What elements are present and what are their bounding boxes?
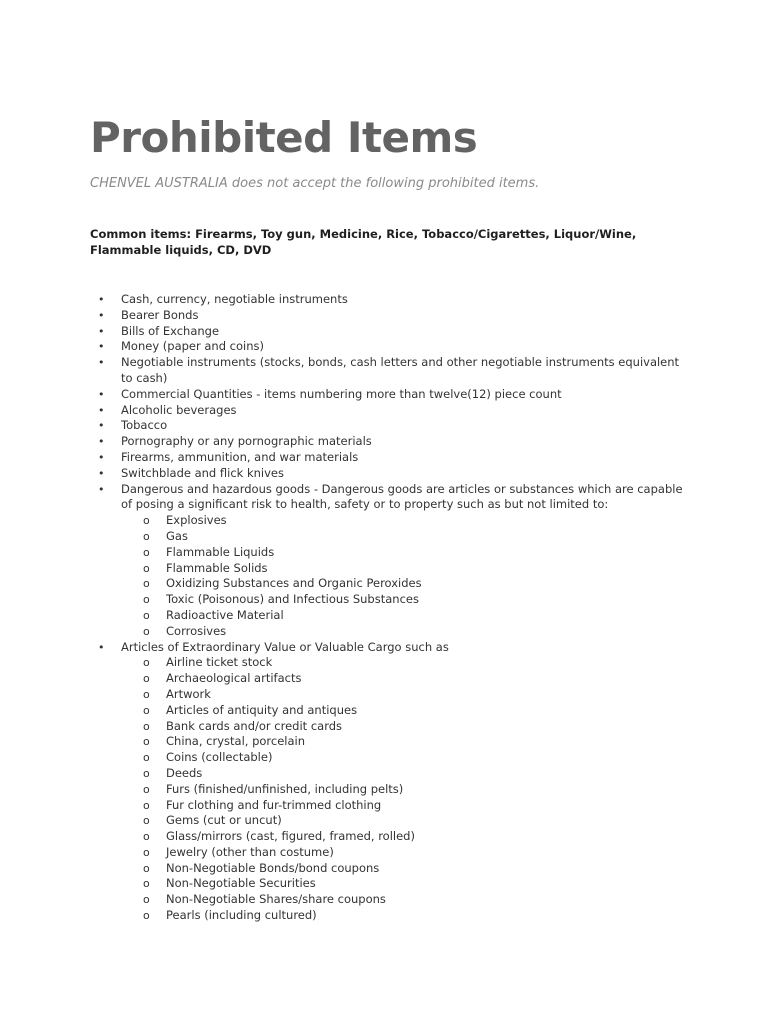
circle-bullet-icon: o <box>143 593 150 607</box>
bullet-icon: • <box>98 466 105 480</box>
sub-list-item <box>121 513 688 529</box>
list-item <box>0 339 768 355</box>
sub-list-item-text: Fur clothing and fur-trimmed clothing <box>166 797 382 812</box>
circle-bullet-icon: o <box>143 830 150 844</box>
sub-list-item <box>121 782 688 798</box>
list-item <box>0 466 768 482</box>
sub-list-item-text: Bank cards and/or credit cards <box>166 718 343 733</box>
circle-bullet-icon: o <box>143 814 150 828</box>
circle-bullet-icon: o <box>143 624 150 638</box>
list-item <box>0 355 768 387</box>
bullet-icon: • <box>98 308 105 322</box>
list-item-text: Commercial Quantities - items numbering more than twelve(12) piece count <box>121 386 562 401</box>
sub-list-item <box>121 687 688 703</box>
circle-bullet-icon: o <box>143 608 150 622</box>
circle-bullet-icon: o <box>143 672 150 686</box>
bullet-icon: • <box>98 293 105 306</box>
list-item <box>0 482 768 640</box>
list-item-text: Alcoholic beverages <box>121 402 237 417</box>
sub-list-item-text: Non-Negotiable Shares/share coupons <box>166 892 386 907</box>
sub-list-item-text: Pearls (including cultured) <box>166 908 317 923</box>
sub-list-item-text: China, crystal, porcelain <box>166 734 306 749</box>
list-item <box>0 324 768 340</box>
list-item-text: Tobacco <box>121 418 168 433</box>
sub-list-item <box>121 561 688 577</box>
sub-list-item <box>121 719 688 735</box>
bullet-icon: • <box>98 640 105 654</box>
bullet-icon: • <box>98 324 105 338</box>
circle-bullet-icon: o <box>143 545 150 559</box>
bullet-icon: • <box>98 387 105 401</box>
page-subtitle: CHENVEL AUSTRALIA does not accept the following prohibited items. <box>90 176 540 191</box>
sub-list-item <box>121 750 688 766</box>
circle-bullet-icon: o <box>143 687 150 701</box>
circle-bullet-icon: o <box>143 529 150 543</box>
sub-list-item <box>121 766 688 782</box>
sub-list-item-text: Coins (collectable) <box>166 750 273 765</box>
sub-list-item-text: Gems (cut or uncut) <box>166 813 282 828</box>
circle-bullet-icon: o <box>143 909 150 923</box>
sub-list-item <box>121 671 688 687</box>
prohibited-items-list <box>0 292 768 924</box>
sub-list-item-text: Jewelry (other than costume) <box>166 844 334 859</box>
sub-list-item <box>121 876 688 892</box>
list-item <box>0 640 768 924</box>
sub-list-item-text: Non-Negotiable Securities <box>166 876 316 891</box>
list-item-text: Articles of Extraordinary Value or Valuable Cargo such as <box>121 639 449 654</box>
sub-list-item-text: Glass/mirrors (cast, figured, framed, rolled) <box>166 829 415 844</box>
sub-list-item <box>121 592 688 608</box>
list-item <box>0 418 768 434</box>
sub-list-item <box>121 703 688 719</box>
circle-bullet-icon: o <box>143 845 150 859</box>
list-item-text: Money (paper and coins) <box>121 339 264 354</box>
circle-bullet-icon: o <box>143 782 150 796</box>
sub-list-item <box>121 798 688 814</box>
sub-list-item <box>121 734 688 750</box>
sub-list-item-text: Articles of antiquity and antiques <box>166 702 358 717</box>
bullet-icon: • <box>98 450 105 464</box>
list-item-text: Pornography or any pornographic materials <box>121 434 372 449</box>
circle-bullet-icon: o <box>143 751 150 765</box>
circle-bullet-icon: o <box>143 893 150 907</box>
list-item <box>0 403 768 419</box>
circle-bullet-icon: o <box>143 514 150 528</box>
sub-list-item-text: Artwork <box>166 686 211 701</box>
sub-list-item-text: Airline ticket stock <box>166 655 273 670</box>
circle-bullet-icon: o <box>143 719 150 733</box>
sub-list-item-text: Deeds <box>166 765 203 780</box>
list-item-text: Cash, currency, negotiable instruments <box>121 292 348 306</box>
common-items-note: Common items: Firearms, Toy gun, Medicine, Rice, Tobacco/Cigarettes, Liquor/Wine, Flammable liquids, CD, DVD <box>90 227 637 257</box>
list-item-text: Bearer Bonds <box>121 307 199 322</box>
list-item <box>0 308 768 324</box>
circle-bullet-icon: o <box>143 577 150 591</box>
sub-list-item <box>121 813 688 829</box>
list-item-text: Negotiable instruments (stocks, bonds, cash letters and other negotiable instruments equivalent to cash) <box>121 355 680 385</box>
sub-list-item-text: Oxidizing Substances and Organic Peroxides <box>166 576 422 591</box>
bullet-icon: • <box>98 356 105 370</box>
list-item-text: Dangerous and hazardous goods - Dangerous goods are articles or substances which are capable of posing a significant risk to health, safety or to property such as but not limited to: <box>121 481 683 512</box>
circle-bullet-icon: o <box>143 703 150 717</box>
sub-list-item-text: Gas <box>166 528 188 543</box>
sub-list-item-text: Corrosives <box>166 623 227 638</box>
sub-list <box>121 655 688 924</box>
circle-bullet-icon: o <box>143 766 150 780</box>
sub-list-item <box>121 908 688 924</box>
sub-list-item-text: Explosives <box>166 513 227 528</box>
list-item <box>0 434 768 450</box>
sub-list-item <box>121 861 688 877</box>
sub-list <box>121 513 688 639</box>
sub-list-item-text: Toxic (Poisonous) and Infectious Substances <box>166 592 419 607</box>
page-title: Prohibited Items <box>90 113 478 162</box>
sub-list-item <box>121 829 688 845</box>
bullet-icon: • <box>98 340 105 354</box>
bullet-icon: • <box>98 482 105 496</box>
list-item <box>0 387 768 403</box>
sub-list-item <box>121 545 688 561</box>
sub-list-item-text: Flammable Solids <box>166 560 268 575</box>
circle-bullet-icon: o <box>143 656 150 670</box>
bullet-icon: • <box>98 435 105 449</box>
sub-list-item <box>121 529 688 545</box>
sub-list-item <box>121 655 688 671</box>
sub-list-item <box>121 892 688 908</box>
sub-list-item <box>121 624 688 640</box>
bullet-icon: • <box>98 419 105 433</box>
circle-bullet-icon: o <box>143 798 150 812</box>
circle-bullet-icon: o <box>143 735 150 749</box>
list-item-text: Bills of Exchange <box>121 323 220 338</box>
sub-list-item <box>121 576 688 592</box>
sub-list-item-text: Radioactive Material <box>166 607 284 622</box>
circle-bullet-icon: o <box>143 861 150 875</box>
sub-list-item-text: Archaeological artifacts <box>166 671 302 686</box>
list-item <box>0 450 768 466</box>
sub-list-item-text: Non-Negotiable Bonds/bond coupons <box>166 860 380 875</box>
sub-list-item <box>121 608 688 624</box>
list-item-text: Switchblade and flick knives <box>121 465 284 480</box>
bullet-icon: • <box>98 403 105 417</box>
circle-bullet-icon: o <box>143 561 150 575</box>
sub-list-item-text: Flammable Liquids <box>166 544 275 559</box>
list-item-text: Firearms, ammunition, and war materials <box>121 449 359 464</box>
list-item <box>0 292 768 308</box>
sub-list-item-text: Furs (finished/unfinished, including pelts) <box>166 781 404 796</box>
sub-list-item <box>121 845 688 861</box>
circle-bullet-icon: o <box>143 877 150 891</box>
